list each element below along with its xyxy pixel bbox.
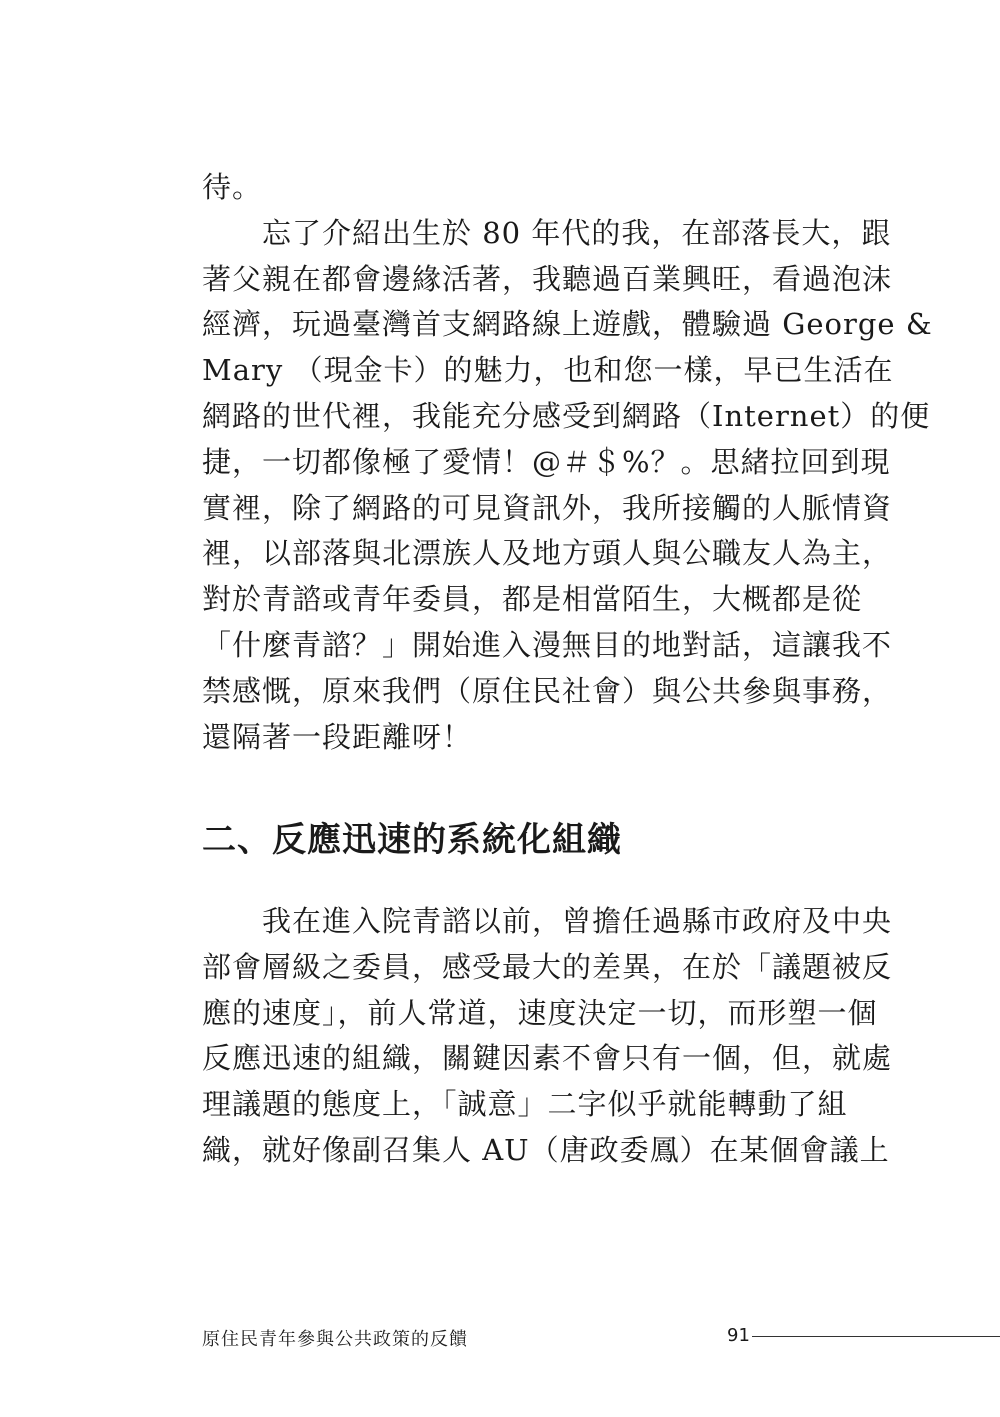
text-line: 我在進入院青諮以前，曾擔任過縣市政府及中央: [202, 904, 893, 938]
text-line: 反應迅速的組織，關鍵因素不會只有一個，但，就處: [202, 1041, 893, 1076]
body-paragraph-1: [202, 165, 933, 760]
footer-rule: [752, 1336, 1000, 1337]
text-line: 實裡，除了網路的可見資訊外，我所接觸的人脈情資: [202, 490, 893, 525]
text-line: 應的速度」，前人常道，速度決定一切，而形塑一個: [202, 995, 878, 1030]
text-line: 忘了介紹出生於 80 年代的我，在部落長大，跟: [202, 215, 892, 250]
body-paragraph-2: [202, 899, 893, 1174]
text-line: 理議題的態度上，「誠意」二字似乎就能轉動了組: [202, 1087, 848, 1122]
text-line: 還隔著一段距離呀！: [202, 719, 473, 754]
text-line: 待。: [202, 170, 263, 204]
text-line: 著父親在都會邊緣活著，我聽過百業興旺，看過泡沫: [202, 261, 893, 296]
text-line: 捷，一切都像極了愛情！@＃＄%？。思緒拉回到現: [202, 444, 891, 479]
text-line: 禁感慨，原來我們（原住民社會）與公共參與事務，: [202, 673, 893, 708]
section-heading: 二、反應迅速的系統化組織: [202, 820, 622, 860]
text-line: 部會層級之委員，感受最大的差異，在於「議題被反: [202, 949, 893, 984]
footer-book-title: 原住民青年參與公共政策的反饋: [202, 1329, 468, 1350]
text-line: 織，就好像副召集人 AU（唐政委鳳）在某個會議上: [202, 1132, 890, 1167]
text-line: 經濟，玩過臺灣首支網路線上遊戲，體驗過 George &: [202, 307, 933, 342]
text-line: 裡，以部落與北漂族人及地方頭人與公職友人為主，: [202, 536, 893, 571]
footer-page-number: 91: [727, 1325, 750, 1346]
text-line: 網路的世代裡，我能充分感受到網路（Internet）的便: [202, 398, 931, 433]
text-line: 「什麼青諮？」開始進入漫無目的地對話，這讓我不: [202, 627, 893, 662]
text-line: Mary （現金卡）的魅力，也和您一樣，早已生活在: [202, 353, 894, 388]
text-line: 對於青諮或青年委員，都是相當陌生，大概都是從: [202, 582, 863, 617]
